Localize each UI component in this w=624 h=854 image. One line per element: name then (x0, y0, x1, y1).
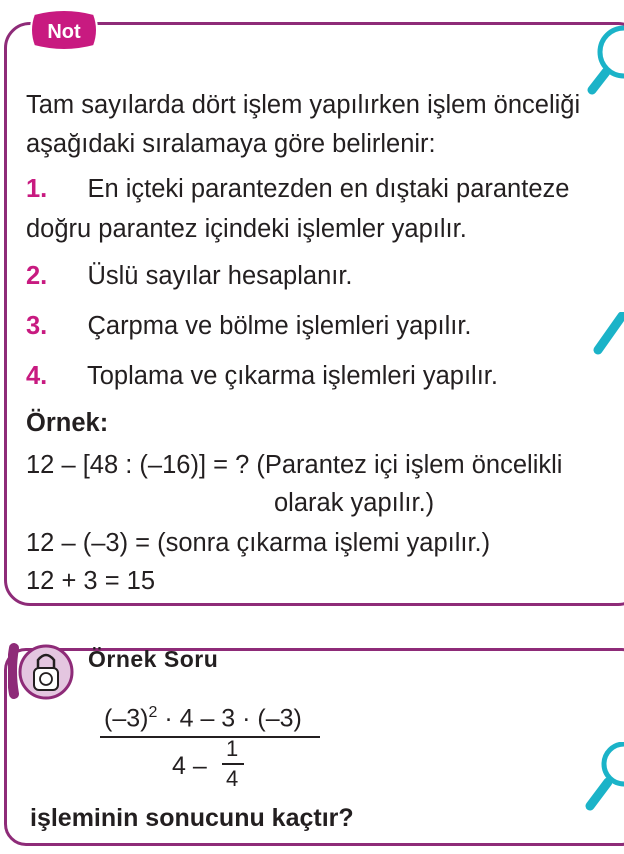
question-prompt: işleminin sonucunu kaçtır? (30, 804, 354, 832)
rule-2 (26, 261, 353, 291)
lock-icon (8, 642, 78, 700)
rule-number: 3. (26, 312, 48, 340)
note-badge (28, 8, 100, 52)
rule-text: En içteki parantezden en dıştaki paranteze (87, 175, 570, 203)
example-heading: Örnek: (26, 409, 109, 437)
rule-number: 2. (26, 262, 48, 290)
rule-text: Toplama ve çıkarma işlemleri yapılır. (87, 362, 498, 390)
intro-line-2: aşağıdaki sıralamaya göre belirlenir: (26, 130, 436, 158)
rule-1 (26, 174, 569, 204)
main-fraction-bar (100, 736, 320, 738)
rule-number: 1. (26, 175, 48, 203)
intro-line-1: Tam sayılarda dört işlem yapılırken işlem önceliği (26, 91, 581, 119)
rule-text: Çarpma ve bölme işlemleri yapılır. (87, 312, 472, 340)
example-line-2: olarak yapılır.) (274, 489, 435, 517)
pencil-icon (592, 312, 624, 358)
note-badge-label: Not (47, 21, 81, 43)
denominator-fraction-bar (222, 763, 244, 765)
example-line-3: 12 – (–3) = (sonra çıkarma işlemi yapılır.) (26, 529, 491, 557)
rule-text: Üslü sayılar hesaplanır. (87, 262, 353, 290)
numerator-exponent: 2 (148, 704, 158, 721)
rule-4 (26, 361, 498, 391)
rule-1-continued: doğru parantez içindeki işlemler yapılır. (26, 215, 467, 243)
numerator-base: (–3) (104, 704, 149, 733)
question-title: Örnek Soru (88, 646, 219, 672)
denominator-fraction-num: 1 (226, 736, 239, 761)
denominator-whole: 4 – (172, 752, 207, 780)
rule-3 (26, 311, 472, 341)
numerator-rest: · 4 – 3 · (–3) (157, 704, 302, 733)
magnifier-icon (582, 742, 624, 822)
example-line-1: 12 – [48 : (–16)] = ? (Parantez içi işlem öncelikli (26, 451, 563, 479)
rule-number: 4. (26, 362, 48, 390)
example-line-4: 12 + 3 = 15 (26, 567, 156, 595)
denominator-fraction-den: 4 (226, 766, 239, 791)
fraction-numerator (104, 704, 302, 733)
magnifier-icon (586, 20, 624, 110)
